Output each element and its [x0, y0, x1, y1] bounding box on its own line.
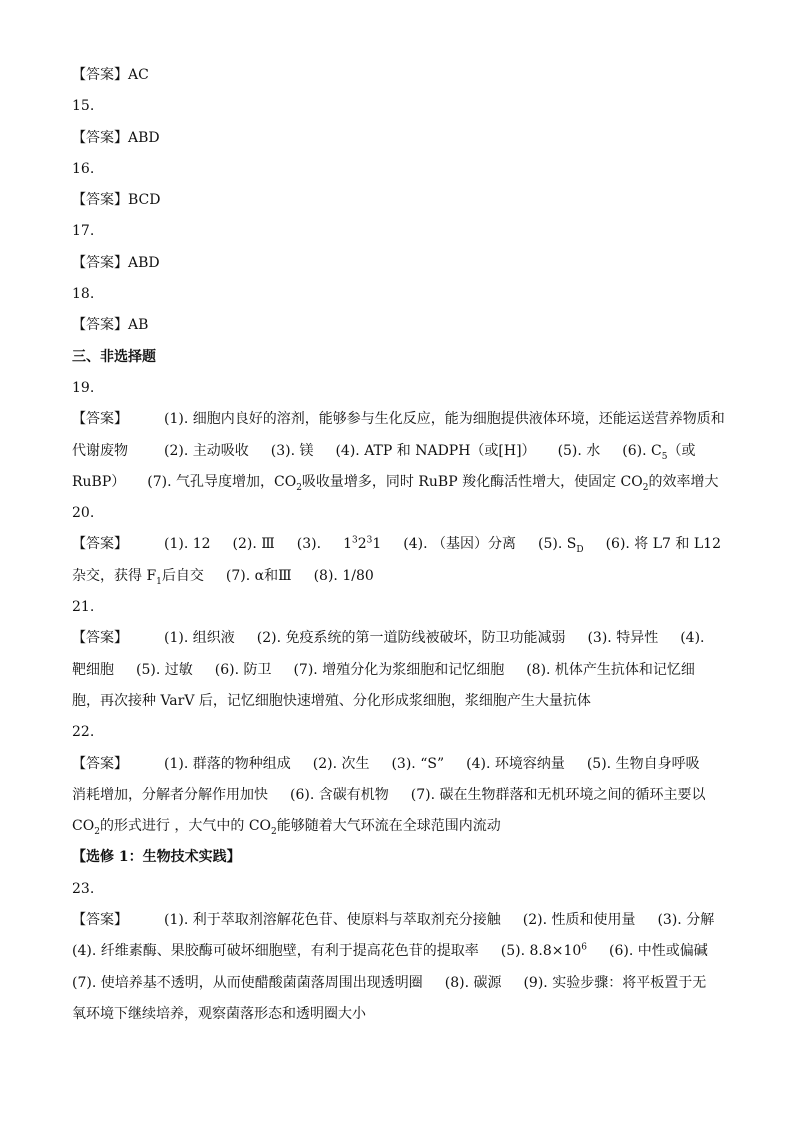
answer-text: (2). 性质和使用量	[522, 912, 636, 929]
answer-text: (3). “S”	[391, 755, 445, 772]
answer-value: ABD	[128, 129, 160, 146]
subscript: D	[576, 545, 584, 556]
answer-text: (5). 生物自身呼吸	[586, 755, 700, 772]
answer-text: (2). 次生	[312, 755, 370, 772]
superscript: 3	[351, 535, 358, 546]
elective-heading: 【选修 1：生物技术实践】	[72, 849, 241, 866]
answer-label: 【答案】	[72, 192, 128, 209]
superscript: 6	[581, 942, 588, 953]
superscript: 3	[366, 535, 373, 546]
answer-value: AC	[128, 67, 149, 83]
subscript: 1	[156, 576, 162, 587]
answer-label: 【答案】	[72, 536, 128, 553]
answer-label: 【答案】	[72, 755, 128, 772]
answer-text: (4). （基因）分离	[403, 536, 517, 553]
answer-text: (1). 细胞内良好的溶剂，能够参与生化反应，能为细胞提供液体环境，还能运送营养物质和	[164, 411, 725, 428]
answer-text: 代谢废物	[72, 442, 128, 459]
subscript: 2	[94, 826, 100, 837]
answer-line: 氧环境下继续培养，观察菌落形态和透明圈大小	[72, 1005, 366, 1022]
answer-text: (7). α和Ⅲ	[225, 567, 292, 584]
answer-text: (8). 1/80	[313, 567, 374, 584]
answer-line	[72, 905, 722, 936]
question-number: 22.	[72, 724, 95, 741]
subscript: 2	[271, 826, 277, 837]
answer-text: (5). 水	[557, 442, 601, 459]
answer-label: 【答案】	[72, 317, 128, 334]
answer-value: BCD	[128, 192, 161, 209]
answer-text: (4). 纤维素酶、果胶酶可破坏细胞壁，有利于提高花色苷的提取率	[72, 943, 479, 960]
answer-text: (1). 利于萃取剂溶解花色苷、使原料与萃取剂充分接触	[164, 912, 501, 929]
answer-text: (6). 中性或偏碱	[609, 943, 708, 960]
answer-text: (2). 免疫系统的第一道防线被破坏，防卫功能减弱	[256, 630, 566, 647]
answer-text: 后自交	[161, 567, 204, 584]
answer-label: 【答案】	[72, 411, 128, 428]
answer-text: (1). 12	[164, 536, 211, 553]
answer-text: (6). C	[622, 442, 662, 459]
question-number: 16.	[72, 160, 95, 177]
ratio-value: 1	[343, 536, 352, 553]
answer-value: AB	[128, 317, 149, 334]
subscript: 5	[661, 451, 668, 462]
answer-line	[72, 623, 722, 654]
answer-text: 消耗增加，分解者分解作用加快	[72, 786, 268, 803]
answer-text: (6). 将 L7 和 L12	[605, 536, 721, 553]
answer-text: (9). 实验步骤：将平板置于无	[523, 974, 707, 991]
answer-line	[72, 811, 722, 842]
answer-line: 胞，再次接种 VarV 后，记忆细胞快速增殖、分化形成浆细胞，浆细胞产生大量抗体	[72, 692, 591, 709]
answer-line	[72, 248, 722, 279]
answer-text: (1). 组织液	[164, 630, 235, 647]
answer-line	[72, 529, 722, 560]
answer-line	[72, 404, 725, 435]
answer-text: （或	[667, 442, 696, 459]
answer-text: (7). 气孔导度增加，CO	[147, 473, 297, 490]
answer-text: (7). 增殖分化为浆细胞和记忆细胞	[293, 661, 505, 678]
answer-text: (8). 碳源	[444, 974, 502, 991]
answer-text: (3). 镁	[270, 442, 314, 459]
question-number: 17.	[72, 223, 95, 240]
answer-line	[72, 655, 722, 686]
section-heading: 三、非选择题	[72, 348, 156, 365]
answer-line	[72, 436, 722, 467]
answer-text: (6). 防卫	[214, 661, 272, 678]
ratio-value: 1	[372, 536, 382, 553]
subscript: 2	[642, 482, 649, 493]
answer-text: (6). 含碳有机物	[290, 786, 389, 803]
answer-line	[72, 60, 722, 91]
answer-text: (8). 机体产生抗体和记忆细	[526, 661, 695, 678]
answer-label: 【答案】	[72, 254, 128, 271]
answer-text: (7). 碳在生物群落和无机环境之间的循环主要以	[410, 786, 706, 803]
answer-text: RuBP）	[72, 473, 126, 490]
answer-text: (2). 主动吸收	[164, 442, 249, 459]
answer-line	[72, 310, 722, 341]
answer-line	[72, 749, 722, 780]
answer-text: (4). ATP 和 NADPH（或[H]）	[335, 442, 536, 459]
answer-value: ABD	[128, 254, 160, 271]
ratio-value: 2	[357, 536, 367, 553]
answer-text: (7). 使培养基不透明，从而使醋酸菌菌落周围出现透明圈	[72, 974, 423, 991]
answer-text: (5). 8.8×10	[500, 943, 582, 960]
answer-text: 的效率增大	[648, 473, 719, 490]
answer-text: (1). 群落的物种组成	[164, 755, 291, 772]
answer-text: (4).	[680, 630, 705, 647]
answer-line	[72, 185, 722, 216]
question-number: 21.	[72, 599, 95, 616]
question-number: 19.	[72, 379, 95, 396]
question-number: 20.	[72, 505, 95, 522]
answer-line	[72, 561, 722, 592]
answer-text: (3). 分解	[657, 912, 715, 929]
answer-text: (4). 环境容纳量	[466, 755, 565, 772]
answer-text: 能够随着大气环流在全球范围内流动	[276, 818, 501, 835]
answer-text: (3).	[296, 536, 322, 553]
answer-line	[72, 968, 722, 999]
answer-text: 吸收量增多，同时 RuBP 羧化酶活性增大，使固定 CO	[301, 473, 643, 490]
answer-text: (5). S	[538, 536, 577, 553]
answer-text: (3). 特异性	[587, 630, 659, 647]
answer-line	[72, 936, 722, 967]
answer-label: 【答案】	[72, 67, 128, 83]
answer-label: 【答案】	[72, 912, 128, 929]
question-number: 23.	[72, 880, 95, 897]
answer-label: 【答案】	[72, 129, 128, 146]
question-number: 15.	[72, 98, 95, 115]
question-number: 18.	[72, 286, 95, 303]
answer-text: CO	[72, 818, 95, 835]
answer-line	[72, 780, 722, 811]
answer-label: 【答案】	[72, 630, 128, 647]
answer-text: 杂交，获得 F	[72, 567, 157, 584]
subscript: 2	[296, 482, 302, 493]
answer-line	[72, 467, 722, 498]
answer-text: (5). 过敏	[136, 661, 193, 678]
answer-text: 靶细胞	[72, 661, 114, 678]
answer-text: 的形式进行 ，大气中的 CO	[99, 818, 272, 835]
answer-text: (2). Ⅲ	[232, 536, 275, 553]
answer-line	[72, 123, 722, 154]
